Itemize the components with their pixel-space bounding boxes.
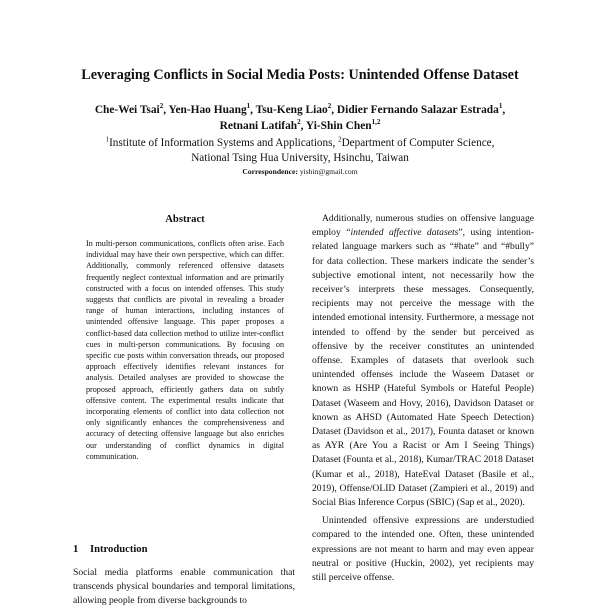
abstract-text: In multi-person communications, conflicts often arise. Each individual may have their own perspective, which can differ. Additionally, commonly referenced offensive datasets frequently neglect contextual information and are primarily constructed with a focus on intended offenses. This study suggests that conflicts are pivotal in revealing a broader range of human interactions, including instances of unintended offensive language. This paper proposes a conflict-based data collection method to utilize inter-conflict cues in multi-person communications. By focusing on specific cue posts within conversation threads, our proposed approach effectively identifies relevant instances for analysis. Detailed analyses are provided to showcase the proposed approach, efficiently gathers data on subtly offensive content. The experimental results indicate that incorporating elements of conflict into data collection not only significantly enhances the comprehensiveness and accuracy of detecting offensive language but also enriches our understanding of conflict dynamics in digital communication. — [86, 239, 284, 461]
affiliation-mark: 1 — [105, 135, 110, 144]
author-affiliation-mark: 2 — [327, 102, 332, 111]
paragraph: Unintended offensive expressions are understudied compared to the intended one. Often, these unintended expressions are not meant to harm and may even appear neutral or positive (Huckin, 2002), yet recipients may still perceive offense. — [312, 515, 534, 584]
right-column — [312, 212, 534, 585]
abstract-heading: Abstract — [165, 214, 205, 225]
author-affiliation-mark: 1,2 — [371, 118, 381, 127]
section-heading — [73, 543, 293, 556]
correspondence-label: Correspondence: — [242, 167, 298, 176]
author-name: Didier Fernando Salazar Estrada — [336, 104, 499, 116]
author-name: Tsu-Keng Liao — [255, 104, 328, 116]
emphasized-term: intended affective datasets — [350, 227, 459, 239]
author-name: Retnani Latifah — [219, 120, 298, 132]
affiliation-university: National Tsing Hua University, Hsinchu, Taiwan — [191, 152, 409, 164]
author-affiliation-mark: 1 — [498, 102, 503, 111]
author-affiliation-mark: 1 — [246, 102, 251, 111]
author-affiliation-mark: 2 — [159, 102, 164, 111]
author-name: Yen-Hao Huang — [168, 104, 247, 116]
affiliations — [60, 136, 540, 166]
paragraph-text: ”, using intention-related language markers such as “#hate” and “#bully” for data collection. These markers indicate the sender’s subjective emotional intent, not necessarily how the receiver’s interprets these messages. Consequently, recipients may not perceive the message with the intended emotional intensity. Furthermore, a message not intended to offend by the sender but perceived as offensive by the receiver constitutes an unintended offense. Examples of datasets that overlook such unintended offenses include the Waseem Dataset or known as HSHP (Hateful Symbols or Hateful People) Dataset (Waseem and Hovy, 2016), Davidson Dataset or known as AHSD (Automated Hate Speech Detection) Dataset (Davidson et al., 2017), Founta dataset or known as AYR (Are You a Racist or Am I Seeing Things) Dataset (Founta et al., 2018), Kumar/TRAC 2018 Dataset (Kumar et al., 2018), HateEval Dataset (Basile et al., 2019), Offense/OLID Dataset (Zampieri et al., 2019) and Social Bias Inference Corpus (SBIC) (Sap et al., 2020). — [312, 227, 534, 509]
author-affiliation-mark: 2 — [297, 118, 301, 127]
introduction-text: Social media platforms enable communication that transcends physical boundaries and temporal limitations, allowing people from diverse backgrounds to — [73, 567, 295, 607]
paper-title: Leveraging Conflicts in Social Media Posts: Unintended Offense Dataset — [81, 67, 519, 83]
author-name: Yi-Shin Chen — [305, 120, 372, 132]
paragraph — [312, 212, 534, 510]
correspondence — [0, 167, 600, 177]
affiliation-mark: 2 — [338, 135, 342, 144]
paragraph-text: Additionally, numerous studies on offensive language employ “ — [312, 213, 534, 239]
author-name: Che-Wei Tsai — [94, 104, 160, 116]
section-title: Introduction — [90, 544, 148, 555]
section-number: 1 — [73, 544, 79, 555]
affiliation-institute: Institute of Information Systems and Applications, — [109, 137, 339, 149]
affiliation-department: Department of Computer Science, — [341, 137, 495, 149]
author-list: Che-Wei Tsai$^2$, Yen-Hao Huang$^1$, Tsu-Keng Liao$^2$, Didier Fernando Salazar Estrada$^1$, Retnani Latifah$^2$, Yi-Shin Chen$^{1,2}$ — [94, 102, 506, 132]
correspondence-email[interactable]: yishin@gmail.com — [299, 167, 358, 176]
